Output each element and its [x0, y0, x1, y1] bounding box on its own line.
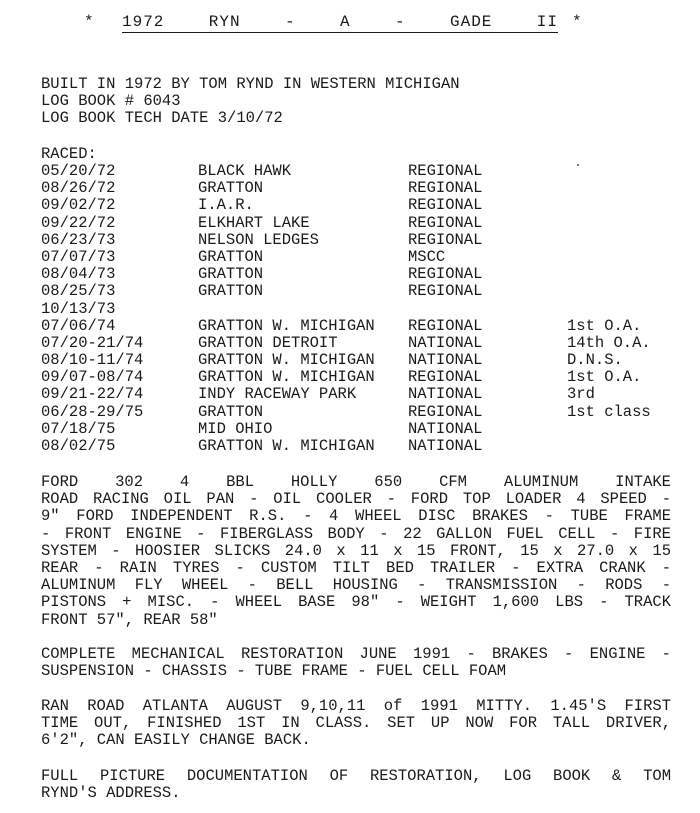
race-result: 1st class [567, 402, 651, 421]
specs-line: REAR - RAIN TYRES - CUSTOM TILT BED TRAILER - EXTRA CRANK - [41, 559, 671, 578]
race-type: REGIONAL [408, 368, 483, 387]
atlanta-line: 6'2", CAN EASILY CHANGE BACK. [41, 731, 311, 750]
race-venue: MID OHIO [198, 419, 273, 438]
title-row [0, 14, 700, 38]
race-type: REGIONAL [408, 316, 483, 335]
title-star-left: * [84, 13, 94, 31]
stray-mark [577, 164, 579, 166]
specs-line: FRONT 57", REAR 58" [41, 610, 218, 629]
race-date: 07/20-21/74 [41, 333, 144, 352]
race-date: 06/28-29/75 [41, 402, 144, 421]
race-date: 05/20/72 [41, 162, 116, 180]
specs-line: ROAD RACING OIL PAN - OIL COOLER - FORD TOP LOADER 4 SPEED - [41, 490, 671, 509]
atlanta-line: TIME OUT, FINISHED 1ST IN CLASS. SET UP NOW FOR TALL DRIVER, [41, 714, 671, 733]
specs-line: PISTONS + MISC. - WHEEL BASE 98" - WEIGHT 1,600 LBS - TRACK [41, 593, 671, 612]
race-result: 3rd [567, 385, 595, 404]
race-type: REGIONAL [408, 179, 483, 198]
race-result: 1st O.A. [567, 368, 642, 387]
title-star-right: * [572, 13, 582, 31]
document-title: 1972 RYN - A - GADE II [122, 14, 558, 33]
race-venue: GRATTON [198, 282, 264, 301]
built-line: BUILT IN 1972 BY TOM RYND IN WESTERN MICHIGAN [41, 75, 460, 93]
restoration-line: SUSPENSION - CHASSIS - TUBE FRAME - FUEL CELL FOAM [41, 662, 507, 681]
race-date: 08/26/72 [41, 179, 116, 198]
race-venue: NELSON LEDGES [198, 230, 319, 249]
race-date: 06/23/73 [41, 230, 116, 249]
race-venue: GRATTON [198, 247, 264, 266]
race-type: NATIONAL [408, 437, 483, 455]
race-date: 08/25/73 [41, 282, 116, 301]
race-type: MSCC [408, 247, 446, 266]
race-venue: ELKHART LAKE [198, 213, 310, 232]
specs-line: ALUMINUM FLY WHEEL - BELL HOUSING - TRANSMISSION - RODS - [41, 576, 671, 595]
race-venue: INDY RACEWAY PARK [198, 385, 357, 404]
race-venue: GRATTON DETROIT [198, 333, 338, 352]
race-type: REGIONAL [408, 402, 483, 421]
specs-line: FORD 302 4 BBL HOLLY 650 CFM ALUMINUM INTAKE [41, 473, 671, 491]
intro-block [41, 76, 460, 128]
log-book-line: LOG BOOK # 6043 [41, 92, 181, 111]
race-venue: GRATTON W. MICHIGAN [198, 437, 375, 455]
race-type: NATIONAL [408, 351, 483, 370]
race-date: 08/04/73 [41, 265, 116, 284]
race-type: REGIONAL [408, 265, 483, 284]
tech-date-line: LOG BOOK TECH DATE 3/10/72 [41, 109, 283, 128]
race-date: 09/02/72 [41, 196, 116, 215]
race-venue: BLACK HAWK [198, 162, 292, 180]
specs-line: 9" FORD INDEPENDENT R.S. - 4 WHEEL DISC BRAKES - TUBE FRAME [41, 507, 671, 526]
documentation-paragraph [41, 768, 671, 802]
atlanta-line: RAN ROAD ATLANTA AUGUST 9,10,11 of 1991 MITTY. 1.45'S FIRST [41, 697, 671, 715]
restoration-paragraph [41, 646, 671, 680]
race-result: 14th O.A. [567, 333, 651, 352]
race-type: REGIONAL [408, 213, 483, 232]
specs-paragraph [41, 474, 671, 629]
race-date: 09/21-22/74 [41, 385, 144, 404]
race-venue: I.A.R. [198, 196, 254, 215]
race-type: REGIONAL [408, 230, 483, 249]
specs-line: - FRONT ENGINE - FIBERGLASS BODY - 22 GALLON FUEL CELL - FIRE [41, 524, 671, 543]
race-venue: GRATTON W. MICHIGAN [198, 316, 375, 335]
restoration-line: COMPLETE MECHANICAL RESTORATION JUNE 1991 - BRAKES - ENGINE - [41, 645, 671, 663]
race-date: 09/22/72 [41, 213, 116, 232]
race-result: 1st O.A. [567, 316, 642, 335]
race-venue: GRATTON W. MICHIGAN [198, 368, 375, 387]
race-type: REGIONAL [408, 196, 483, 215]
race-venue: GRATTON [198, 265, 264, 284]
raced-label: RACED: [41, 145, 97, 163]
specs-line: SYSTEM - HOOSIER SLICKS 24.0 x 11 x 15 FRONT, 15 x 27.0 x 15 [41, 541, 671, 560]
race-type: REGIONAL [408, 282, 483, 301]
race-type: NATIONAL [408, 419, 483, 438]
race-result: D.N.S. [567, 351, 623, 370]
atlanta-paragraph [41, 698, 671, 750]
race-date: 09/07-08/74 [41, 368, 144, 387]
race-type: NATIONAL [408, 385, 483, 404]
race-type: REGIONAL [408, 162, 483, 180]
documentation-line: FULL PICTURE DOCUMENTATION OF RESTORATION, LOG BOOK & TOM [41, 767, 671, 785]
race-date: 07/07/73 [41, 247, 116, 266]
race-date: 08/02/75 [41, 437, 116, 455]
race-venue: GRATTON W. MICHIGAN [198, 351, 375, 370]
race-date: 08/10-11/74 [41, 351, 144, 370]
race-date: 07/06/74 [41, 316, 116, 335]
race-venue: GRATTON [198, 179, 264, 198]
race-venue: GRATTON [198, 402, 264, 421]
race-type: NATIONAL [408, 333, 483, 352]
documentation-line: RYND'S ADDRESS. [41, 784, 181, 803]
race-date: 07/18/75 [41, 419, 116, 438]
race-date: 10/13/73 [41, 299, 116, 318]
